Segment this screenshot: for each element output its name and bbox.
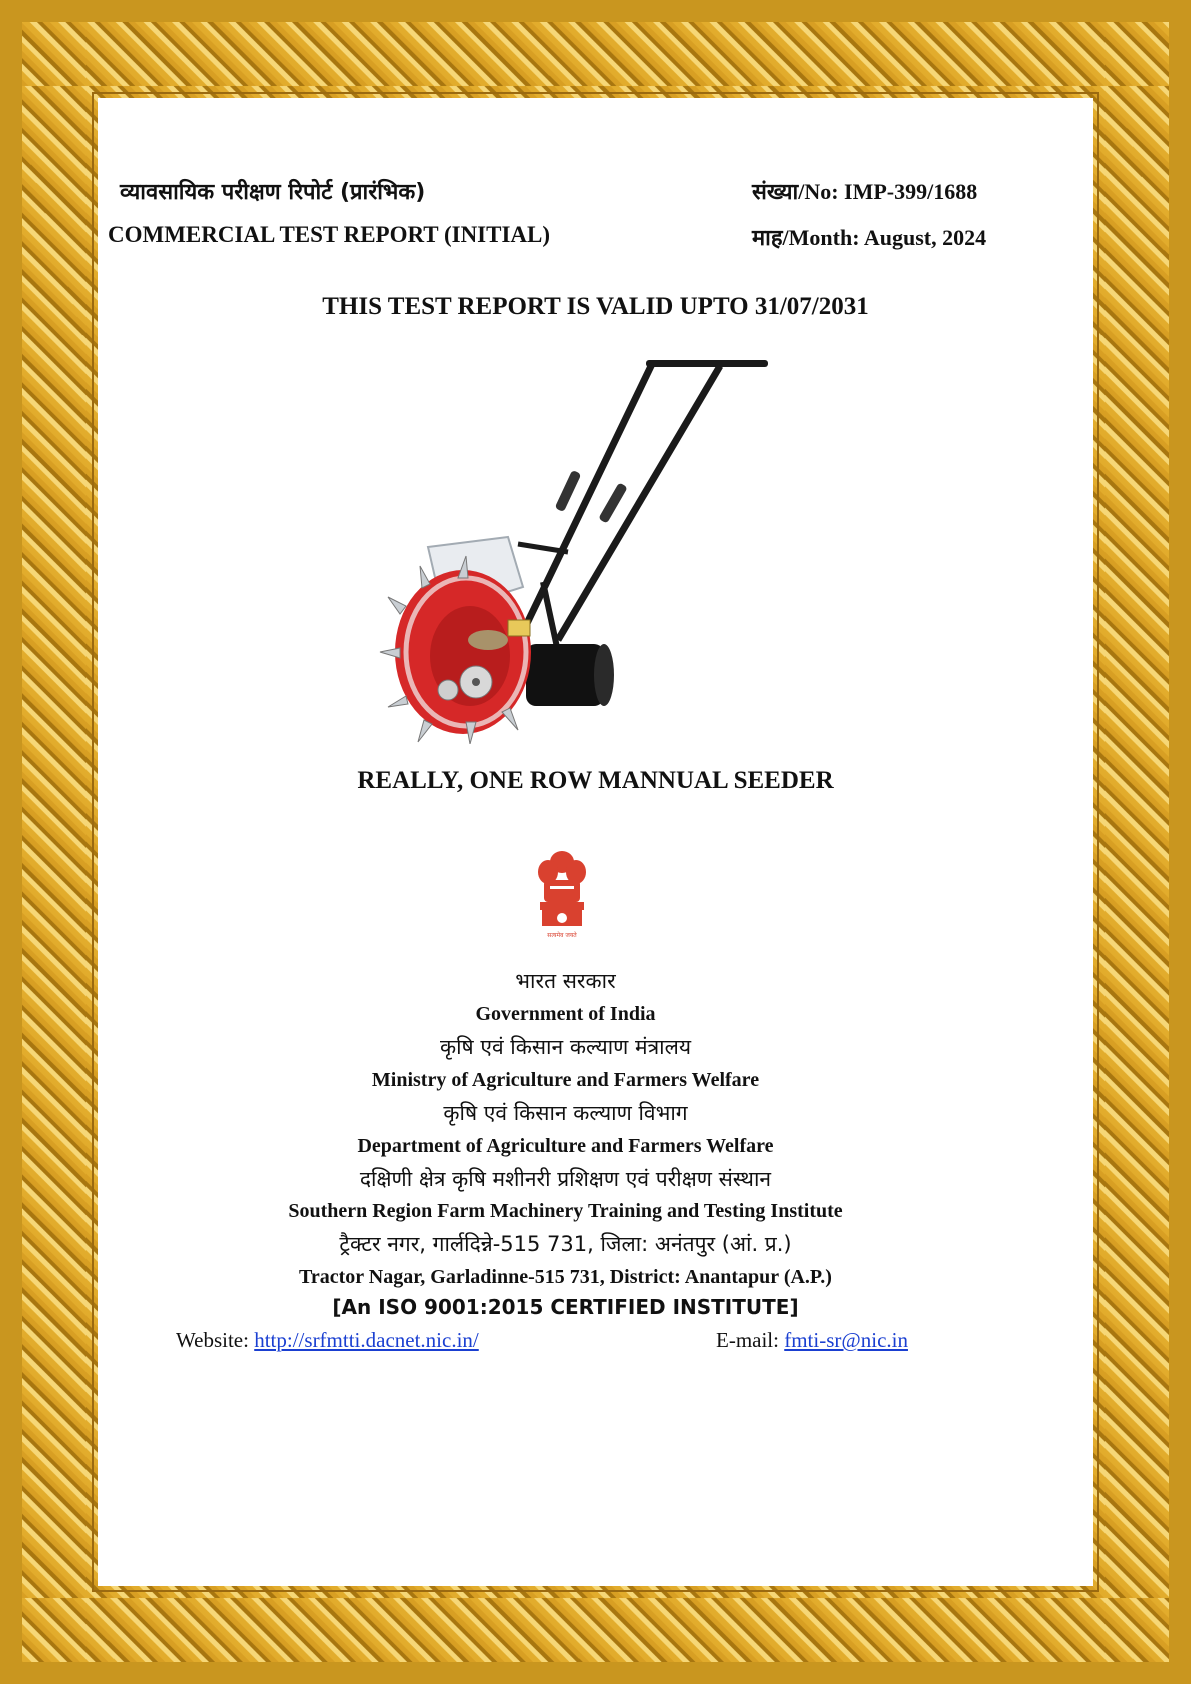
address-english: Tractor Nagar, Garladinne-515 731, District: Anantapur (A.P.) [299, 1266, 832, 1288]
email-label: E-mail: [716, 1328, 785, 1352]
month-label-hindi: माह [752, 226, 783, 251]
report-number [752, 176, 977, 206]
month-label-english: /Month: [782, 225, 864, 250]
report-month [752, 222, 986, 252]
institute-english: Southern Region Farm Machinery Training and Testing Institute [288, 1200, 843, 1222]
number-label-hindi: संख्या [752, 180, 799, 205]
dept-english: Department of Agriculture and Farmers Welfare [357, 1135, 774, 1157]
website-link[interactable]: http://srfmtti.dacnet.nic.in/ [254, 1328, 479, 1352]
gov-hindi: भारत सरकार [515, 969, 616, 993]
dept-hindi: कृषि एवं किसान कल्याण विभाग [443, 1101, 688, 1125]
number-value: IMP-399/1688 [844, 179, 978, 204]
email-link[interactable]: fmti-sr@nic.in [784, 1328, 908, 1352]
product-name: REALLY, ONE ROW MANNUAL SEEDER [357, 767, 834, 794]
report-type-english: COMMERCIAL TEST REPORT (INITIAL) [108, 222, 551, 247]
website-line [176, 1328, 479, 1353]
gov-english: Government of India [475, 1003, 656, 1025]
address-hindi: ट्रैक्टर नगर, गार्लदिन्ने-515 731, जिला: अनंतपुर (आं. प्र.) [339, 1232, 792, 1256]
validity-statement: THIS TEST REPORT IS VALID UPTO 31/07/2031 [322, 293, 869, 320]
ministry-english: Ministry of Agriculture and Farmers Welfare [371, 1069, 760, 1091]
institute-hindi: दक्षिणी क्षेत्र कृषि मशीनरी प्रशिक्षण एवं परीक्षण संस्थान [359, 1167, 772, 1191]
report-page [98, 98, 1093, 1586]
iso-certification: [An ISO 9001:2015 CERTIFIED INSTITUTE] [332, 1295, 799, 1319]
seeder-image [358, 352, 778, 744]
number-label-english: /No: [798, 179, 845, 204]
website-label: Website: [176, 1328, 255, 1352]
month-value: August, 2024 [863, 225, 987, 250]
ministry-hindi: कृषि एवं किसान कल्याण मंत्रालय [439, 1035, 692, 1059]
emblem-motto: सत्यमेव जयते [547, 932, 577, 939]
email-line [716, 1328, 908, 1353]
report-type-hindi: व्यावसायिक परीक्षण रिपोर्ट (प्रारंभिक) [120, 180, 426, 205]
national-emblem-icon [528, 848, 596, 940]
